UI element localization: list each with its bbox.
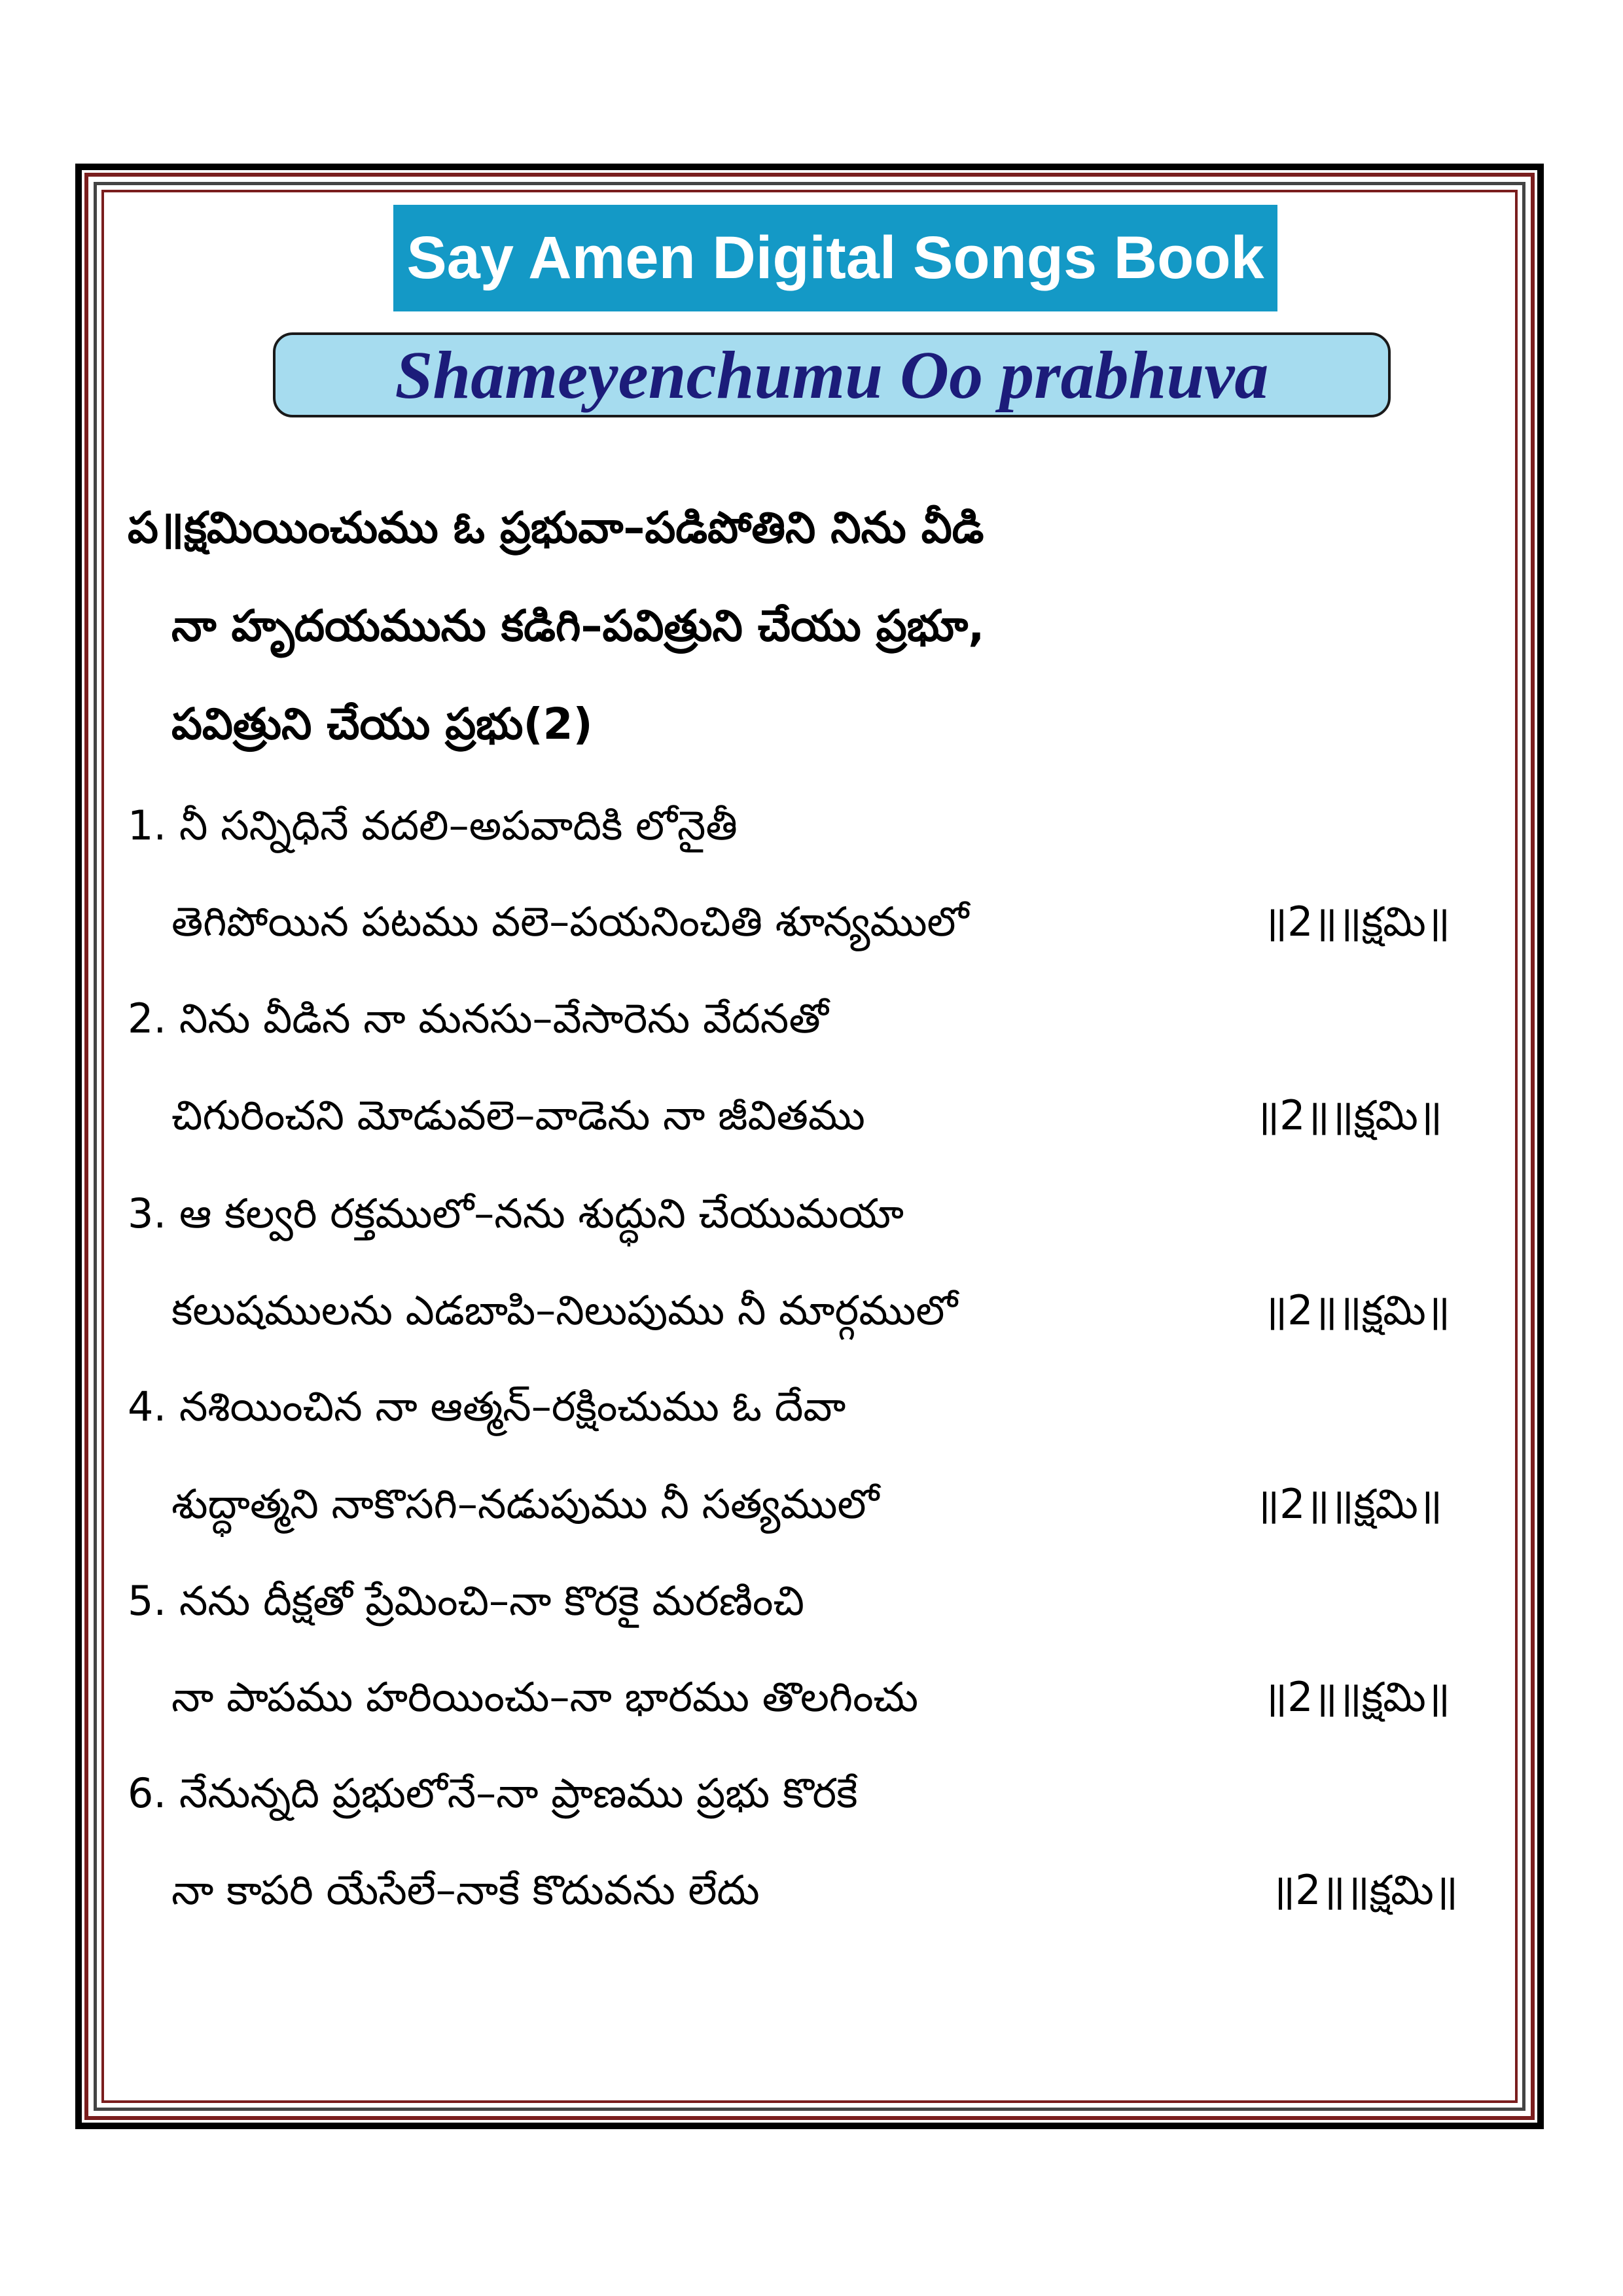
verse-1-line-2: తెగిపోయిన పటము వలె–పయనించితి శూన్యములో (171, 898, 969, 945)
song-title: Shameyenchumu Oo prabhuva (273, 332, 1391, 417)
verse-4-line-1: 4. నశియించిన నా ఆత్మన్–రక్షించుము ఓ దేవా (128, 1383, 846, 1430)
verse-5-refrain: ॥2॥॥క్షమి॥ (1263, 1673, 1450, 1721)
verse-2-refrain: ॥2॥॥క్షమి॥ (1255, 1091, 1442, 1139)
verse-6-refrain: ॥2॥॥క్షమి॥ (1271, 1866, 1458, 1914)
verse-3-refrain: ॥2॥॥క్షమి॥ (1263, 1286, 1450, 1334)
verse-6-line-1: 6. నేనున్నది ప్రభులోనే–నా ప్రాణము ప్రభు కొరకే (128, 1769, 858, 1817)
verse-3-line-1: 3. ఆ కల్వరి రక్తములో–నను శుద్ధుని చేయుమయా (128, 1190, 904, 1237)
verse-3-line-2: కలుషములను ఎడబాపి–నిలుపుము నీ మార్గములో (171, 1286, 958, 1334)
verse-2-line-2: చిగురించని మోడువలె–వాడెను నా జీవితము (171, 1091, 865, 1139)
book-banner: Say Amen Digital Songs Book (393, 205, 1277, 311)
chorus-line-3: పవిత్రుని చేయు ప్రభు(2) (171, 699, 593, 749)
verse-5-line-2: నా పాపము హరియించు–నా భారము తొలగించు (171, 1673, 919, 1721)
chorus-line-1: ప॥క్షమియించుము ఓ ప్రభువా–పడిపోతిని నిను వీడి (128, 503, 984, 553)
chorus-line-2: నా హృదయమును కడిగి–పవిత్రుని చేయు ప్రభూ, (171, 601, 985, 651)
verse-6-line-2: నా కాపరి యేసేలే–నాకే కొదువను లేదు (171, 1866, 760, 1914)
verse-4-line-2: శుద్ధాత్మని నాకొసగి–నడుపుము నీ సత్యములో (171, 1480, 880, 1528)
verse-1-line-1: 1. నీ సన్నిధినే వదలి–అపవాదికి లోనైతీ (128, 802, 738, 849)
verse-1-refrain: ॥2॥॥క్షమి॥ (1263, 898, 1450, 945)
verse-5-line-1: 5. నను దీక్షతో ప్రేమించి–నా కొరకై మరణించి (128, 1577, 804, 1625)
verse-4-refrain: ॥2॥॥క్షమి॥ (1255, 1480, 1442, 1528)
verse-2-line-1: 2. నిను వీడిన నా మనసు–వేసారెను వేదనతో (128, 995, 829, 1042)
